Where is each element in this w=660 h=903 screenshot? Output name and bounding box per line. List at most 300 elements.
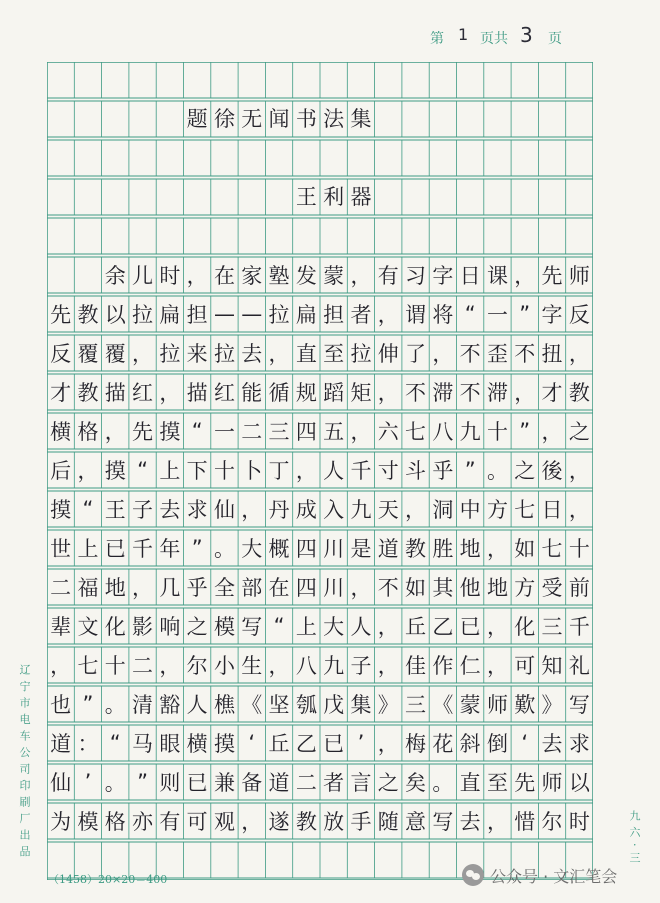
- glyph-cell: 已: [104, 537, 126, 561]
- glyph-cell: ，: [486, 537, 508, 561]
- body-line: [47, 764, 593, 800]
- glyph-cell: 能: [241, 381, 263, 405]
- glyph-cell: 横: [50, 420, 72, 444]
- glyph-cell: 言: [350, 771, 372, 795]
- glyph-cell: 王: [295, 185, 317, 209]
- glyph-cell: 之: [377, 771, 399, 795]
- glyph-cell: 地: [104, 576, 126, 600]
- glyph-cell: 十: [568, 537, 590, 561]
- glyph-cell: 先: [50, 303, 72, 327]
- glyph-cell: 覆: [77, 342, 99, 366]
- glyph-cell: ”: [82, 692, 94, 716]
- glyph-cell: “: [191, 419, 203, 443]
- glyph-cell: 直: [459, 771, 481, 795]
- glyph-cell: 如: [405, 576, 427, 600]
- glyph-cell: —: [213, 302, 235, 326]
- glyph-cell: 写: [241, 615, 263, 639]
- glyph-cell: 千: [132, 537, 154, 561]
- glyph-cell: 不: [459, 342, 481, 366]
- glyph-cell: 闻: [268, 107, 290, 131]
- glyph-cell: 兼: [213, 771, 235, 795]
- glyph-cell: 去: [159, 498, 181, 522]
- glyph-cell: 八: [432, 420, 454, 444]
- glyph-cell: 四: [295, 576, 317, 600]
- glyph-cell: 》: [377, 693, 399, 717]
- glyph-cell: 部: [241, 576, 263, 600]
- glyph-cell: 模: [77, 810, 99, 834]
- glyph-cell: 樵: [213, 693, 235, 717]
- glyph-cell: 已: [459, 615, 481, 639]
- glyph-cell: ，: [377, 381, 399, 405]
- glyph-cell: 受: [541, 576, 563, 600]
- glyph-cell: 师: [541, 771, 563, 795]
- glyph-cell: ，: [432, 342, 454, 366]
- glyph-cell: 才: [50, 381, 72, 405]
- body-line: [47, 647, 593, 683]
- glyph-cell: ’: [84, 770, 92, 794]
- glyph-cell: 後: [541, 459, 563, 483]
- glyph-cell: 斜: [459, 732, 481, 756]
- glyph-cell: 。: [104, 693, 126, 717]
- glyph-cell: 二: [241, 420, 263, 444]
- glyph-cell: 滞: [486, 381, 508, 405]
- glyph-cell: ，: [377, 303, 399, 327]
- body-line: [47, 608, 593, 644]
- glyph-cell: ’: [357, 731, 365, 755]
- glyph-cell: 文: [77, 615, 99, 639]
- glyph-cell: 蒙: [323, 264, 345, 288]
- glyph-cell: 上: [77, 537, 99, 561]
- glyph-cell: ，: [568, 459, 590, 483]
- glyph-cell: 横: [186, 732, 208, 756]
- glyph-cell: 化: [104, 615, 126, 639]
- glyph-cell: 小: [213, 654, 235, 678]
- header-total-pages: 3: [520, 23, 533, 47]
- glyph-cell: ，: [514, 264, 536, 288]
- glyph-cell: 地: [486, 576, 508, 600]
- glyph-cell: 三: [268, 420, 290, 444]
- glyph-cell: 题: [186, 107, 208, 131]
- glyph-cell: 十: [213, 459, 235, 483]
- glyph-cell: 其: [432, 576, 454, 600]
- body-line: [47, 530, 593, 566]
- glyph-cell: 是: [350, 537, 372, 561]
- glyph-cell: 以: [104, 303, 126, 327]
- glyph-cell: 千: [568, 615, 590, 639]
- glyph-cell: 利: [323, 185, 345, 209]
- glyph-cell: 九: [350, 498, 372, 522]
- glyph-cell: 有: [159, 810, 181, 834]
- glyph-cell: 道: [377, 537, 399, 561]
- body-line: [47, 725, 593, 761]
- glyph-cell: ，: [50, 654, 72, 678]
- glyph-cell: 模: [213, 615, 235, 639]
- glyph-cell: 覆: [104, 342, 126, 366]
- page-header: [430, 23, 630, 50]
- glyph-cell: ”: [191, 536, 203, 560]
- glyph-cell: 《: [241, 693, 263, 717]
- glyph-cell: 也: [50, 693, 72, 717]
- glyph-cell: 大: [241, 537, 263, 561]
- glyph-cell: ，: [132, 576, 154, 600]
- title-line: [47, 100, 593, 136]
- glyph-cell: 教: [568, 381, 590, 405]
- glyph-cell: 一: [486, 303, 508, 327]
- glyph-cell: 戊: [323, 693, 345, 717]
- watermark: [462, 862, 652, 888]
- glyph-cell: 生: [241, 654, 263, 678]
- glyph-cell: 为: [50, 810, 72, 834]
- glyph-cell: 一: [213, 420, 235, 444]
- glyph-cell: 反: [568, 303, 590, 327]
- glyph-cell: 倒: [486, 732, 508, 756]
- footer-spec: （1458）20×20＝400: [48, 873, 168, 886]
- glyph-cell: 仙: [213, 498, 235, 522]
- glyph-cell: 下: [186, 459, 208, 483]
- glyph-cell: 不: [514, 342, 536, 366]
- glyph-cell: 响: [159, 615, 181, 639]
- glyph-cell: 日: [541, 498, 563, 522]
- glyph-cell: 歪: [486, 342, 508, 366]
- glyph-cell: 写: [432, 810, 454, 834]
- glyph-cell: 红: [132, 381, 154, 405]
- glyph-cell: 备: [241, 771, 263, 795]
- glyph-cell: 拉: [213, 342, 235, 366]
- glyph-cell: 以: [568, 771, 590, 795]
- glyph-cell: 已: [186, 771, 208, 795]
- glyph-cell: 已: [323, 732, 345, 756]
- glyph-cell: 仁: [459, 654, 481, 678]
- glyph-cell: 循: [268, 381, 290, 405]
- glyph-cell: 他: [459, 576, 481, 600]
- glyph-cell: 九: [323, 654, 345, 678]
- glyph-cell: 意: [405, 810, 427, 834]
- glyph-cell: 直: [295, 342, 317, 366]
- glyph-cell: 四: [295, 537, 317, 561]
- glyph-cell: ：: [77, 732, 99, 756]
- glyph-cell: 尔: [186, 654, 208, 678]
- glyph-cell: 七: [77, 654, 99, 678]
- glyph-cell: 梅: [405, 732, 427, 756]
- glyph-cell: “: [109, 731, 121, 755]
- glyph-cell: 前: [568, 576, 590, 600]
- glyph-cell: 有: [377, 264, 399, 288]
- glyph-cell: ，: [159, 654, 181, 678]
- glyph-cell: 丹: [268, 498, 290, 522]
- glyph-cell: 子: [350, 654, 372, 678]
- glyph-cell: 不: [405, 381, 427, 405]
- glyph-cell: 方: [486, 498, 508, 522]
- glyph-cell: “: [273, 614, 285, 638]
- glyph-cell: 手: [350, 810, 372, 834]
- glyph-cell: 伸: [377, 342, 399, 366]
- glyph-cell: 十: [104, 654, 126, 678]
- glyph-cell: ，: [405, 498, 427, 522]
- glyph-cell: 人: [350, 615, 372, 639]
- glyph-cell: 谓: [405, 303, 427, 327]
- body-line: [47, 491, 593, 527]
- glyph-cell: 教: [295, 810, 317, 834]
- glyph-cell: ，: [568, 342, 590, 366]
- glyph-cell: ，: [241, 498, 263, 522]
- glyph-cell: 二: [132, 654, 154, 678]
- glyph-cell: ，: [350, 576, 372, 600]
- watermark-text: 公众号 · 文汇笔会: [490, 866, 618, 886]
- glyph-cell: ，: [132, 342, 154, 366]
- glyph-cell: 影: [132, 615, 154, 639]
- glyph-cell: 胜: [432, 537, 454, 561]
- glyph-cell: [47, 257, 74, 293]
- glyph-cell: 反: [50, 342, 72, 366]
- glyph-cell: “: [82, 497, 94, 521]
- glyph-cell: 日: [459, 264, 481, 288]
- glyph-cell: 徐: [213, 107, 235, 131]
- glyph-cell: 格: [77, 420, 99, 444]
- glyph-cell: 写: [568, 693, 590, 717]
- glyph-cell: 描: [104, 381, 126, 405]
- header-ye: 页: [548, 31, 562, 47]
- glyph-cell: ，: [486, 810, 508, 834]
- glyph-cell: 人: [323, 459, 345, 483]
- glyph-cell: 花: [432, 732, 454, 756]
- glyph-cell: 二: [50, 576, 72, 600]
- glyph-cell: 者: [323, 771, 345, 795]
- body-line: [47, 413, 593, 449]
- glyph-cell: 扁: [159, 303, 181, 327]
- glyph-cell: 上: [295, 615, 317, 639]
- glyph-cell: 可: [186, 810, 208, 834]
- glyph-cell: 描: [186, 381, 208, 405]
- glyph-cell: 时: [568, 810, 590, 834]
- glyph-cell: 概: [268, 537, 290, 561]
- glyph-cell: 乎: [432, 459, 454, 483]
- glyph-cell: 蒙: [459, 693, 481, 717]
- glyph-cell: 教: [77, 381, 99, 405]
- glyph-cell: 担: [323, 303, 345, 327]
- glyph-cell: ，: [568, 498, 590, 522]
- glyph-cell: 入: [323, 498, 345, 522]
- glyph-cell: 二: [295, 771, 317, 795]
- glyph-cell: 九: [459, 420, 481, 444]
- glyph-cell: 摸: [104, 459, 126, 483]
- sidebar-print-date: 九 六 · 三: [628, 810, 641, 864]
- glyph-cell: 红: [213, 381, 235, 405]
- glyph-cell: ，: [377, 732, 399, 756]
- glyph-cell: 五: [323, 420, 345, 444]
- glyph-cell: 仙: [50, 771, 72, 795]
- glyph-cell: 大: [323, 615, 345, 639]
- glyph-cell: 在: [268, 576, 290, 600]
- glyph-cell: 眼: [159, 732, 181, 756]
- glyph-cell: 拉: [159, 342, 181, 366]
- glyph-cell: 书: [295, 107, 317, 131]
- glyph-cell: ，: [186, 264, 208, 288]
- glyph-cell: ，: [268, 654, 290, 678]
- glyph-cell: 器: [350, 185, 372, 209]
- glyph-cell: 法: [323, 107, 345, 131]
- body-line: [47, 374, 593, 410]
- glyph-cell: 七: [514, 498, 536, 522]
- header-page-number: 1: [458, 25, 469, 44]
- glyph-cell: 四: [295, 420, 317, 444]
- glyph-cell: 六: [377, 420, 399, 444]
- glyph-cell: 佳: [405, 654, 427, 678]
- glyph-cell: 求: [568, 732, 590, 756]
- glyph-cell: 辈: [50, 615, 72, 639]
- glyph-cell: 千: [350, 459, 372, 483]
- glyph-cell: ，: [541, 420, 563, 444]
- glyph-cell: 余: [104, 264, 126, 288]
- glyph-cell: 字: [541, 303, 563, 327]
- glyph-cell: 化: [514, 615, 536, 639]
- glyph-cell: 师: [568, 264, 590, 288]
- glyph-cell: 格: [104, 810, 126, 834]
- glyph-cell: 课: [486, 264, 508, 288]
- glyph-cell: 丁: [268, 459, 290, 483]
- glyph-cell: 矣: [405, 771, 427, 795]
- glyph-cell: 摸: [159, 420, 181, 444]
- glyph-cell: 川: [323, 576, 345, 600]
- glyph-cell: 之: [568, 420, 590, 444]
- glyph-cell: 至: [486, 771, 508, 795]
- glyph-cell: 。: [432, 771, 454, 795]
- header-ye-gong: 页共: [480, 31, 508, 47]
- glyph-cell: 十: [486, 420, 508, 444]
- glyph-cell: 如: [514, 537, 536, 561]
- body-line: [47, 296, 593, 332]
- glyph-cell: 扁: [295, 303, 317, 327]
- glyph-cell: 来: [186, 342, 208, 366]
- glyph-cell: 年: [159, 537, 181, 561]
- glyph-cell: 几: [159, 576, 181, 600]
- manuscript-grid: [47, 62, 593, 880]
- glyph-cell: 不: [459, 381, 481, 405]
- glyph-cell: ”: [519, 302, 531, 326]
- glyph-cell: 矩: [350, 381, 372, 405]
- glyph-cell: ，: [104, 420, 126, 444]
- glyph-cell: 发: [295, 264, 317, 288]
- glyph-cell: 作: [432, 654, 454, 678]
- glyph-cell: 集: [350, 107, 372, 131]
- glyph-cell: 之: [186, 615, 208, 639]
- glyph-cell: 去: [541, 732, 563, 756]
- glyph-cell: 随: [377, 810, 399, 834]
- glyph-cell: 则: [159, 771, 181, 795]
- glyph-cell: ，: [514, 381, 536, 405]
- glyph-cell: 先: [514, 771, 536, 795]
- glyph-cell: 全: [213, 576, 235, 600]
- glyph-cell: 世: [50, 537, 72, 561]
- glyph-cell: 三: [405, 693, 427, 717]
- glyph-cell: 者: [350, 303, 372, 327]
- body-line: [47, 569, 593, 605]
- glyph-cell: 儿: [132, 264, 154, 288]
- glyph-cell: 不: [377, 576, 399, 600]
- glyph-cell: 遂: [268, 810, 290, 834]
- glyph-cell: —: [241, 302, 263, 326]
- glyph-cell: 蹈: [323, 381, 345, 405]
- glyph-cell: 地: [459, 537, 481, 561]
- glyph-cell: 天: [377, 498, 399, 522]
- glyph-cell: 道: [50, 732, 72, 756]
- glyph-cell: 师: [486, 693, 508, 717]
- glyph-cell: 王: [104, 498, 126, 522]
- glyph-cell: 。: [486, 459, 508, 483]
- glyph-cell: 洞: [432, 498, 454, 522]
- glyph-cell: ‘: [248, 731, 256, 755]
- glyph-cell: ，: [295, 459, 317, 483]
- glyph-cell: 之: [514, 459, 536, 483]
- glyph-cell: 方: [514, 576, 536, 600]
- glyph-cell: 歎: [514, 693, 536, 717]
- glyph-cell: ，: [377, 615, 399, 639]
- glyph-cell: 教: [77, 303, 99, 327]
- glyph-cell: 知: [541, 654, 563, 678]
- glyph-cell: 将: [432, 303, 454, 327]
- author-line: [47, 178, 593, 214]
- glyph-cell: 丘: [268, 732, 290, 756]
- glyph-cell: 拉: [268, 303, 290, 327]
- glyph-cell: ，: [350, 420, 372, 444]
- glyph-cell: ，: [241, 810, 263, 834]
- glyph-cell: 拉: [350, 342, 372, 366]
- glyph-cell: 川: [323, 537, 345, 561]
- glyph-cell: 时: [159, 264, 181, 288]
- glyph-cell: ”: [464, 458, 476, 482]
- glyph-cell: 福: [77, 576, 99, 600]
- glyph-cell: 豁: [159, 693, 181, 717]
- glyph-cell: 先: [541, 264, 563, 288]
- glyph-cell: 八: [295, 654, 317, 678]
- glyph-cell: 摸: [213, 732, 235, 756]
- body-line: [47, 686, 593, 722]
- glyph-cell: 。: [213, 537, 235, 561]
- glyph-cell: 中: [459, 498, 481, 522]
- glyph-cell: 先: [132, 420, 154, 444]
- glyph-cell: 坚: [268, 693, 290, 717]
- glyph-cell: 成: [295, 498, 317, 522]
- glyph-cell: 。: [104, 771, 126, 795]
- glyph-cell: 》: [541, 693, 563, 717]
- glyph-cell: ，: [486, 615, 508, 639]
- glyph-cell: 了: [405, 342, 427, 366]
- wechat-icon: [462, 864, 484, 886]
- glyph-cell: 规: [295, 381, 317, 405]
- glyph-cell: 马: [132, 732, 154, 756]
- glyph-cell: 塾: [268, 264, 290, 288]
- glyph-cell: ”: [519, 419, 531, 443]
- glyph-cell: 家: [241, 264, 263, 288]
- glyph-cell: ，: [486, 654, 508, 678]
- glyph-cell: 拉: [132, 303, 154, 327]
- glyph-cell: 放: [323, 810, 345, 834]
- glyph-cell: 乎: [186, 576, 208, 600]
- glyph-cell: ”: [137, 770, 148, 794]
- glyph-cell: 可: [514, 654, 536, 678]
- glyph-cell: 丘: [405, 615, 427, 639]
- glyph-cell: 礼: [568, 654, 590, 678]
- body-line: [47, 452, 593, 488]
- glyph-cell: “: [464, 302, 476, 326]
- glyph-cell: 无: [241, 107, 263, 131]
- glyph-cell: 摸: [50, 498, 72, 522]
- glyph-cell: 才: [541, 381, 563, 405]
- glyph-cell: 求: [186, 498, 208, 522]
- body-line: [47, 335, 593, 371]
- glyph-cell: 习: [405, 264, 427, 288]
- glyph-cell: 去: [459, 810, 481, 834]
- body-line: [47, 803, 593, 839]
